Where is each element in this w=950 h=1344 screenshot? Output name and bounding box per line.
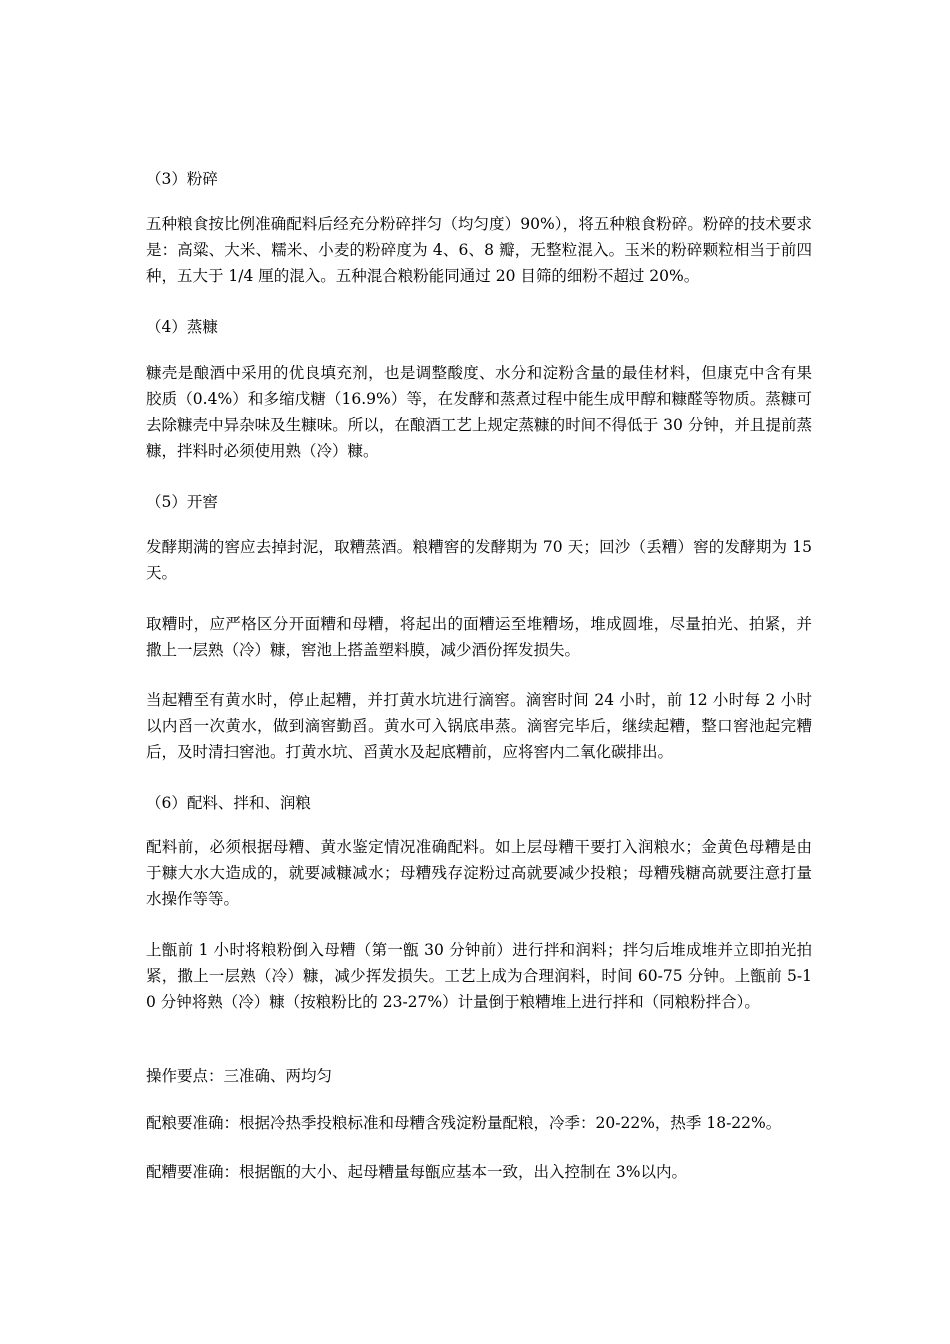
paragraph-grain-ratio: 配粮要准确：根据冷热季投粮标准和母糟含残淀粉量配粮，冷季：20-22%，热季 18-22%。 bbox=[146, 1114, 782, 1132]
paragraph-grinding: 五种粮食按比例准确配料后经充分粉碎拌匀（均匀度）90%），将五种粮食粉碎。粉碎的技术要求是：高粱、大米、糯米、小麦的粉碎度为 4、6、8 瓣，无整粒混入。玉米的粉碎颗粒相当于前四种，五大于 1/4 厘的混入。五种混合粮粉能同通过 20 目筛的细粉不超过 20%。 bbox=[146, 215, 812, 285]
paragraph-open-cellar-1: 发酵期满的窖应去掉封泥，取糟蒸酒。粮糟窖的发酵期为 70 天；回沙（丢糟）窖的发酵期为 15 天。 bbox=[146, 538, 812, 582]
paragraph-batching-2: 上甑前 1 小时将粮粉倒入母糟（第一甑 30 分钟前）进行拌和润料；拌匀后堆成堆并立即拍光拍紧，撒上一层熟（冷）糠，减少挥发损失。工艺上成为合理润料，时间 60-75 分钟。上甑前 5-10 分钟将熟（冷）糠（按粮粉比的 23-27%）计量倒于粮糟堆上进行拌和（同粮粉拌合）。 bbox=[146, 941, 812, 1011]
paragraph-mash-ratio: 配糟要准确：根据甑的大小、起母糟量每甑应基本一致，出入控制在 3%以内。 bbox=[146, 1163, 688, 1181]
section-heading-6: （6）配料、拌和、润粮 bbox=[146, 794, 311, 812]
paragraph-steaming-husk: 糠壳是酿酒中采用的优良填充剂，也是调整酸度、水分和淀粉含量的最佳材料，但康克中含有果胶质（0.4%）和多缩戊糖（16.9%）等，在发酵和蒸煮过程中能生成甲醇和糠醛等物质。蒸糠可去除糠壳中异杂味及生糠味。所以，在酿酒工艺上规定蒸糠的时间不得低于 30 分钟，并且提前蒸糠，拌料时必须使用熟（冷）糠。 bbox=[146, 364, 812, 460]
paragraph-batching-1: 配料前，必须根据母糟、黄水鉴定情况准确配料。如上层母糟干要打入润粮水；金黄色母糟是由于糠大水大造成的，就要减糠减水；母糟残存淀粉过高就要减少投粮；母糟残糖高就要注意打量水操作等等。 bbox=[146, 838, 812, 908]
paragraph-open-cellar-3: 当起糟至有黄水时，停止起糟，并打黄水坑进行滴窖。滴窖时间 24 小时，前 12 小时每 2 小时以内舀一次黄水，做到滴窖勤舀。黄水可入锅底串蒸。滴窖完毕后，继续起糟，整口窖池起完糟后，及时清扫窖池。打黄水坑、舀黄水及起底糟前，应将窖内二氧化碳排出。 bbox=[146, 691, 812, 761]
section-heading-3: （3）粉碎 bbox=[146, 170, 218, 188]
section-heading-4: （4）蒸糠 bbox=[146, 318, 218, 336]
paragraph-open-cellar-2: 取糟时，应严格区分开面糟和母糟，将起出的面糟运至堆糟场，堆成圆堆，尽量拍光、拍紧，并撒上一层熟（冷）糠，窖池上搭盖塑料膜，减少酒份挥发损失。 bbox=[146, 615, 812, 659]
paragraph-key-points: 操作要点：三准确、两均匀 bbox=[146, 1067, 333, 1085]
section-heading-5: （5）开窖 bbox=[146, 493, 218, 511]
